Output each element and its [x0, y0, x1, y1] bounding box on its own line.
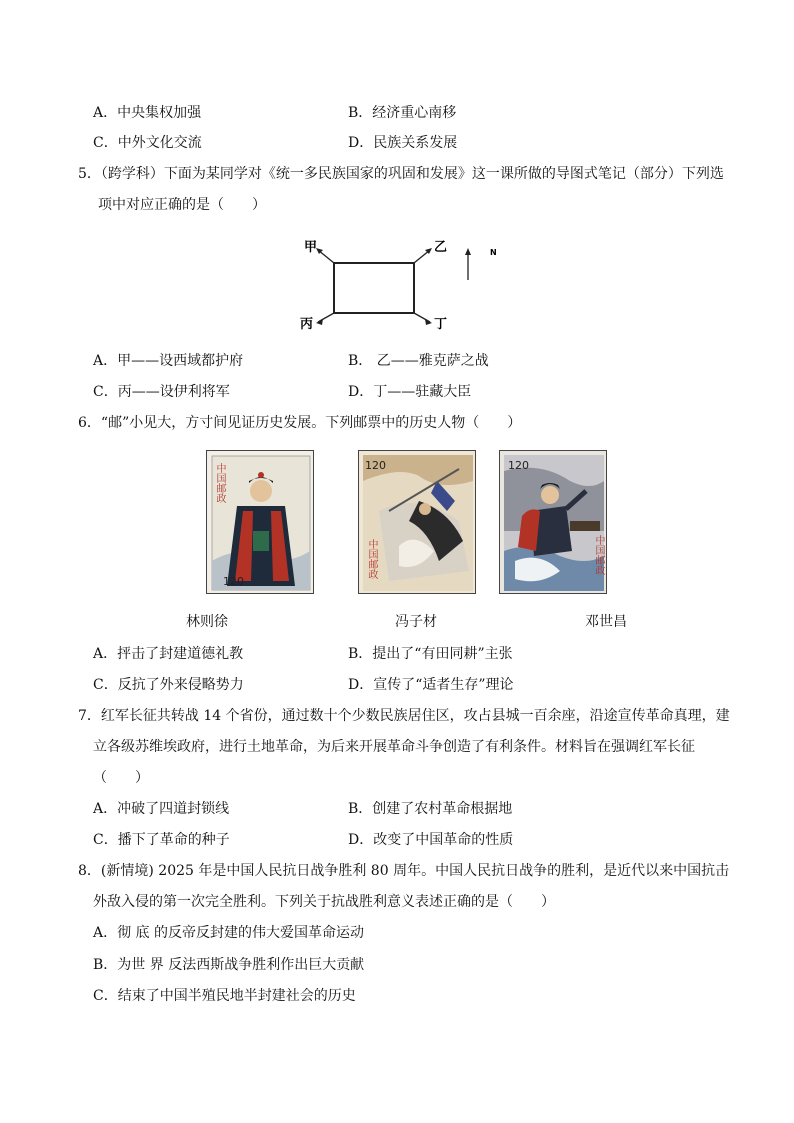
q5-option-a: A．甲——设西域都护府 [93, 353, 244, 369]
label-yi: 乙 [434, 240, 448, 255]
q7-option-b: B．创建了农村革命根据地 [348, 801, 513, 817]
q5-option-b: B． 乙——雅克萨之战 [348, 353, 489, 369]
stamp-feng-zicai [358, 450, 476, 594]
stamp1-country: 中国邮政 [214, 463, 225, 503]
q8-option-b: B．为世 界 反法西斯战争胜利作出巨大贡献 [93, 957, 365, 973]
stamp-lin-zexu [206, 450, 314, 594]
q7-stem-line1: 7．红军长征共转战 14 个省份，通过数十个少数民族居住区，攻占县城一百余座，沿途宣传革命真理，建 [78, 708, 730, 724]
q6-option-a: A．抨击了封建道德礼教 [93, 646, 244, 662]
q8-option-a: A．彻 底 的反帝反封建的伟大爱国革命运动 [93, 925, 365, 941]
stamp-deng-shichang [499, 450, 607, 594]
diagram-box [334, 263, 414, 313]
q5-stem-line1: 5．（跨学科）下面为某同学对《统一多民族国家的巩固和发展》这一课所做的导图式笔记（部分）下列选 [78, 166, 724, 182]
q6-option-d: D．宣传了“适者生存”理论 [348, 677, 514, 693]
stamp3-denomination: 120 [508, 459, 529, 472]
q8-option-c: C．结束了中国半殖民地半封建社会的历史 [93, 988, 356, 1004]
q7-option-a: A．冲破了四道封锁线 [93, 801, 230, 817]
q8-stem-line2: 外敌入侵的第一次完全胜利。下列关于抗战胜利意义表述正确的是（ ） [93, 894, 555, 910]
stamp3-caption: 邓世昌 [585, 614, 627, 630]
q4-option-c: C．中外文化交流 [93, 135, 202, 151]
stamp1-denomination: 120 [223, 575, 244, 588]
q5-option-d: D．丁——驻藏大臣 [348, 384, 472, 400]
q6-option-c: C．反抗了外来侵略势力 [93, 677, 244, 693]
q7-stem-line3: （ ） [93, 770, 149, 786]
stamp3-country: 中国邮政 [593, 535, 604, 575]
q4-option-d: D．民族关系发展 [348, 135, 458, 151]
q6-stem: 6．“邮”小见大，方寸间见证历史发展。下列邮票中的历史人物（ ） [78, 415, 522, 431]
label-jia: 甲 [304, 240, 318, 255]
stamp2-caption: 冯子材 [395, 614, 437, 630]
q7-stem-line2: 立各级苏维埃政府，进行土地革命，为后来开展革命斗争创造了有利条件。材料旨在强调红军长征 [93, 739, 695, 755]
stamp2-country: 中国邮政 [366, 539, 377, 579]
q5-mind-map-diagram [296, 236, 506, 332]
label-bing: 丙 [300, 317, 314, 332]
q7-option-d: D．改变了中国革命的性质 [348, 832, 514, 848]
q4-option-b: B．经济重心南移 [348, 105, 457, 121]
q6-option-b: B．提出了“有田同耕”主张 [348, 646, 513, 662]
label-north: N [490, 248, 497, 257]
stamp1-caption: 林则徐 [186, 614, 228, 630]
stamp2-denomination: 120 [365, 459, 386, 472]
q4-option-a: A．中央集权加强 [93, 105, 202, 121]
q8-stem-line1: 8．(新情境) 2025 年是中国人民抗日战争胜利 80 周年。中国人民抗日战争的胜利，是近代以来中国抗击 [78, 863, 730, 879]
label-ding: 丁 [434, 317, 448, 332]
q5-option-c: C．丙——设伊利将军 [93, 384, 230, 400]
q5-stem-line2: 项中对应正确的是（ ） [98, 197, 266, 213]
q7-option-c: C．播下了革命的种子 [93, 832, 230, 848]
